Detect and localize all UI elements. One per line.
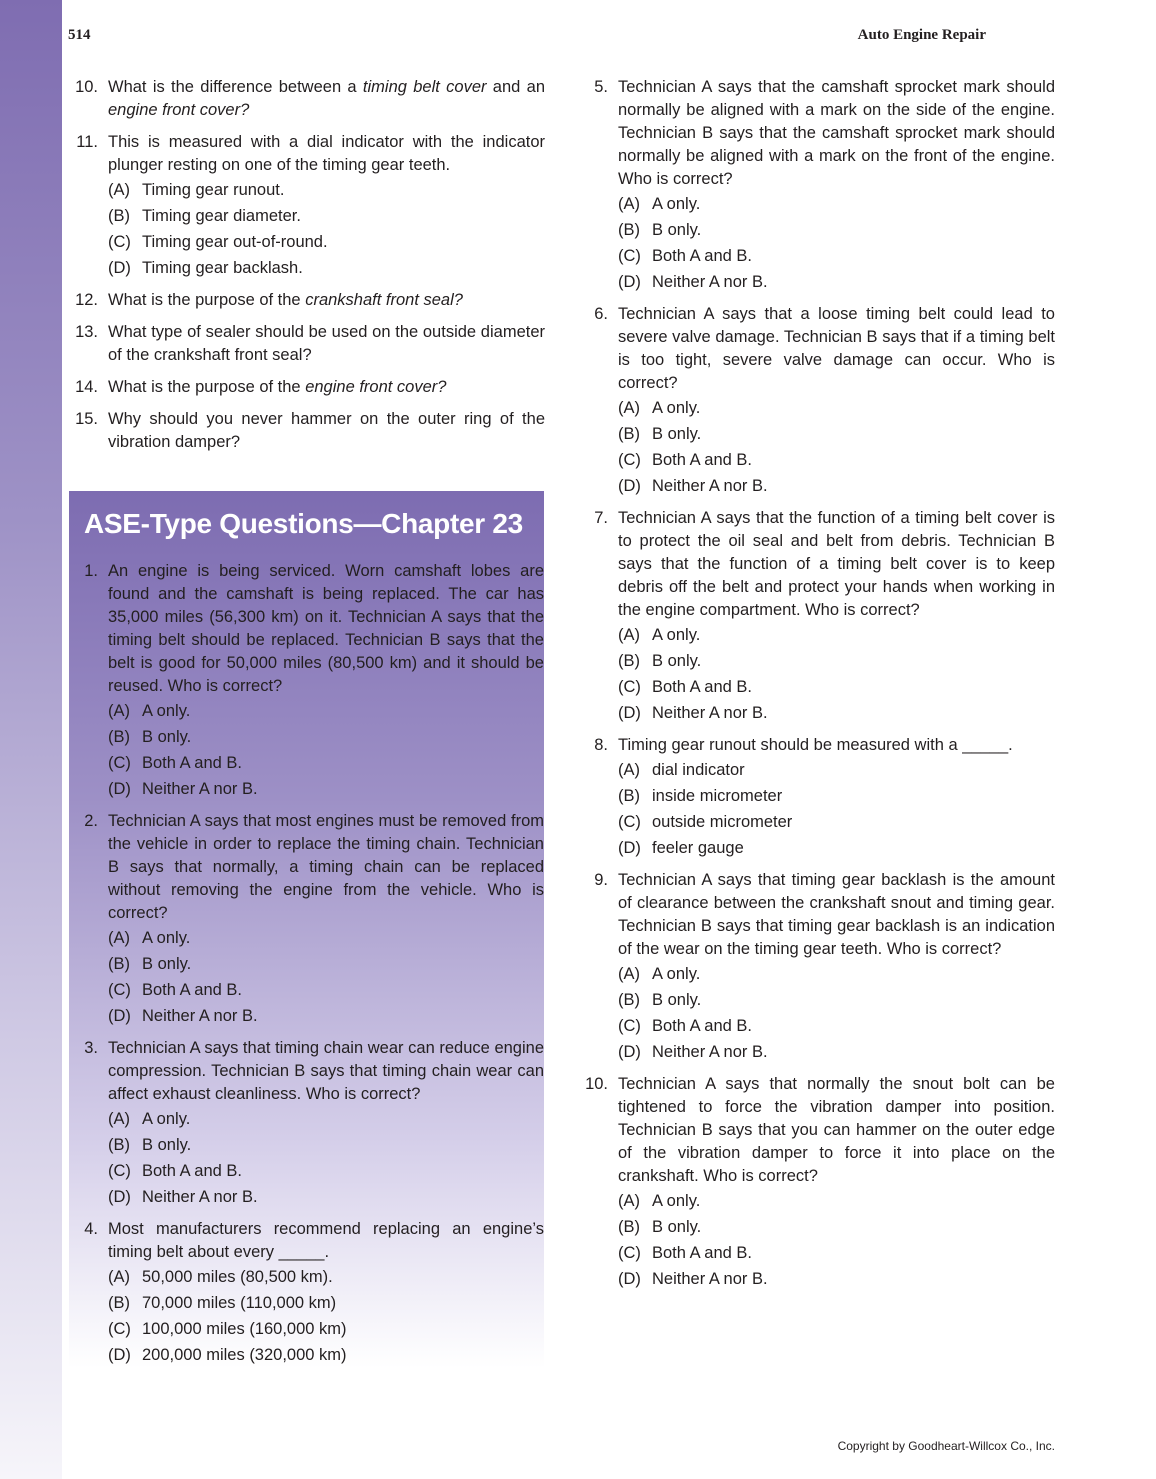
question-text [618, 303, 1055, 395]
answer-option [618, 674, 1055, 700]
question-number: 10. [585, 1075, 608, 1093]
question-body [618, 303, 1055, 499]
question-text [108, 131, 545, 177]
option-text: Both A and B. [142, 754, 242, 772]
question-text [618, 869, 1055, 961]
question-number: 1. [84, 562, 98, 580]
question-text-segment: This is measured with a dial indicator with the indicator plunger resting on one of the timing gear teeth. [108, 133, 545, 174]
running-header-title: Auto Engine Repair [857, 27, 986, 43]
option-letter: (B) [618, 991, 640, 1009]
question-item [570, 1073, 1055, 1292]
question-number: 9. [594, 871, 608, 889]
question-number: 3. [84, 1039, 98, 1057]
question-body [618, 734, 1055, 861]
answer-option [108, 1316, 544, 1342]
option-letter: (A) [618, 626, 640, 644]
answer-option [618, 1266, 1055, 1292]
question-text [618, 76, 1055, 191]
option-text: B only. [142, 955, 192, 973]
question-item [570, 76, 1055, 295]
ase-questions-right [570, 76, 1055, 1292]
option-text: 50,000 miles (80,500 km). [142, 1268, 333, 1286]
option-text: outside micrometer [652, 813, 793, 831]
answer-option [618, 395, 1055, 421]
option-text: B only. [652, 991, 702, 1009]
question-item [60, 289, 545, 312]
answer-option [618, 191, 1055, 217]
option-text: feeler gauge [652, 839, 744, 857]
answer-option [108, 1264, 544, 1290]
option-letter: (C) [108, 1162, 131, 1180]
option-text: 100,000 miles (160,000 km) [142, 1320, 347, 1338]
answer-option [108, 1184, 544, 1210]
option-text: Both A and B. [652, 451, 752, 469]
question-text-segment: What is the purpose of the [108, 378, 306, 396]
option-letter: (C) [618, 813, 641, 831]
answer-option [108, 925, 544, 951]
copyright-notice: Copyright by Goodheart-Willcox Co., Inc. [837, 1439, 1055, 1453]
question-text-segment: Technician A says that normally the snout bolt can be tightened to force the vibration damper into position. Technician B says that you can hammer on the outer edge of the vibration damper to force it into place on the crankshaft. Who is correct? [618, 1075, 1055, 1185]
answer-option [618, 1013, 1055, 1039]
answer-option [618, 217, 1055, 243]
answer-option [618, 269, 1055, 295]
question-text-segment: Technician A says that timing gear backlash is the amount of clearance between the crankshaft snout and timing gear. Technician B says that timing gear backlash is an indication of the wear on the timing gear teeth. Who is correct? [618, 871, 1055, 958]
option-letter: (C) [618, 1017, 641, 1035]
option-text: Both A and B. [142, 981, 242, 999]
answer-option [618, 1039, 1055, 1065]
option-letter: (A) [618, 195, 640, 213]
option-text: B only. [142, 728, 192, 746]
question-text [108, 810, 544, 925]
question-body [618, 1073, 1055, 1292]
option-letter: (B) [108, 955, 130, 973]
answer-option [108, 1132, 544, 1158]
question-number: 2. [84, 812, 98, 830]
option-text: A only. [652, 965, 701, 983]
question-text-segment: Most manufacturers recommend replacing an engine’s timing belt about every _____. [108, 1220, 544, 1261]
question-item [570, 869, 1055, 1065]
page-number: 514 [68, 27, 91, 43]
question-body [108, 408, 545, 454]
option-letter: (B) [618, 221, 640, 239]
question-body [108, 131, 545, 281]
question-text-segment: Technician A says that a loose timing belt could lead to severe valve damage. Technician B says that if a timing belt is too tight, severe valve damage can occur. Who is correct? [618, 305, 1055, 392]
option-text: B only. [652, 652, 702, 670]
option-text: A only. [142, 702, 191, 720]
answer-option [618, 987, 1055, 1013]
option-text: inside micrometer [652, 787, 783, 805]
question-body [618, 507, 1055, 726]
question-text [618, 507, 1055, 622]
question-text-segment: What is the difference between a [108, 78, 363, 96]
option-text: 200,000 miles (320,000 km) [142, 1346, 347, 1364]
answer-option [618, 622, 1055, 648]
answer-option [108, 776, 544, 802]
option-letter: (C) [618, 451, 641, 469]
option-letter: (D) [618, 477, 641, 495]
question-number: 6. [594, 305, 608, 323]
question-item [570, 507, 1055, 726]
question-body [108, 76, 545, 122]
option-text: B only. [652, 1218, 702, 1236]
answer-option [618, 243, 1055, 269]
question-item [60, 131, 545, 281]
question-item [570, 734, 1055, 861]
answer-option [618, 421, 1055, 447]
question-text-segment: Timing gear runout should be measured with a _____. [618, 736, 1013, 754]
right-column [570, 76, 1055, 1300]
option-letter: (A) [108, 702, 130, 720]
answer-option [618, 1188, 1055, 1214]
option-text: A only. [652, 1192, 701, 1210]
option-text: Timing gear backlash. [142, 259, 303, 277]
option-letter: (A) [108, 1268, 130, 1286]
option-text: Neither A nor B. [142, 780, 258, 798]
answer-option [618, 1240, 1055, 1266]
answer-option [618, 783, 1055, 809]
question-text-italic: crankshaft front seal? [305, 291, 463, 309]
question-number: 12. [75, 291, 98, 309]
option-letter: (A) [618, 761, 640, 779]
option-letter: (D) [108, 780, 131, 798]
question-number: 10. [75, 78, 98, 96]
option-letter: (D) [108, 1346, 131, 1364]
option-letter: (B) [618, 425, 640, 443]
ase-questions-section [69, 491, 544, 1368]
answer-option [618, 473, 1055, 499]
option-letter: (B) [108, 207, 130, 225]
option-letter: (C) [108, 981, 131, 999]
question-text-segment: Technician A says that timing chain wear can reduce engine compression. Technician B says that timing chain wear can affect exhaust cleanliness. Who is correct? [108, 1039, 544, 1103]
option-text: Neither A nor B. [652, 273, 768, 291]
answer-option [108, 750, 544, 776]
option-letter: (C) [618, 247, 641, 265]
option-letter: (A) [618, 1192, 640, 1210]
option-text: A only. [652, 399, 701, 417]
question-text [618, 734, 1055, 757]
question-text-segment: What type of sealer should be used on the outside diameter of the crankshaft front seal? [108, 323, 545, 364]
section-heading: ASE-Type Questions—Chapter 23 [84, 508, 523, 539]
option-text: Neither A nor B. [142, 1007, 258, 1025]
option-text: Both A and B. [142, 1162, 242, 1180]
page-edge-color-band [0, 0, 62, 1479]
question-item [570, 303, 1055, 499]
option-text: B only. [652, 221, 702, 239]
answer-option [618, 447, 1055, 473]
option-letter: (B) [108, 1136, 130, 1154]
review-questions [60, 76, 545, 454]
question-text-italic: engine front cover? [305, 378, 447, 396]
option-letter: (A) [108, 1110, 130, 1128]
answer-option [108, 724, 544, 750]
option-text: Neither A nor B. [142, 1188, 258, 1206]
question-item [60, 76, 545, 122]
answer-option [108, 977, 544, 1003]
question-item [60, 810, 544, 1029]
question-body [108, 321, 545, 367]
option-letter: (B) [108, 728, 130, 746]
answer-option [108, 203, 545, 229]
left-column [60, 76, 545, 1376]
option-letter: (C) [108, 233, 131, 251]
question-text-segment: Technician A says that most engines must be removed from the vehicle in order to replace the timing chain. Technician B says that normally, a timing chain can be replaced without removing the engine from the vehicle. Who is correct? [108, 812, 544, 922]
option-text: 70,000 miles (110,000 km) [142, 1294, 337, 1312]
option-letter: (B) [108, 1294, 130, 1312]
question-item [60, 376, 545, 399]
question-text-segment: and an [486, 78, 545, 96]
option-letter: (B) [618, 652, 640, 670]
option-text: Both A and B. [652, 247, 752, 265]
answer-option [618, 809, 1055, 835]
question-body [618, 869, 1055, 1065]
answer-option [618, 1214, 1055, 1240]
question-item [60, 408, 545, 454]
option-letter: (D) [618, 1270, 641, 1288]
question-number: 4. [84, 1220, 98, 1238]
option-text: Timing gear runout. [142, 181, 285, 199]
answer-option [108, 177, 545, 203]
question-text [108, 289, 545, 312]
answer-option [108, 1342, 544, 1368]
question-text-segment: An engine is being serviced. Worn camshaft lobes are found and the camshaft is being replaced. The car has 35,000 miles (56,300 km) on it. Technician A says that the timing belt should be replaced. Technician B says that the belt is good for 50,000 miles (80,500 km) and it should be reused. Who is correct? [108, 562, 544, 695]
option-letter: (C) [618, 1244, 641, 1262]
question-body [618, 76, 1055, 295]
question-body [108, 289, 545, 312]
option-letter: (A) [108, 929, 130, 947]
option-letter: (A) [618, 399, 640, 417]
question-text [108, 560, 544, 698]
question-text-segment: What is the purpose of the [108, 291, 306, 309]
option-text: B only. [652, 425, 702, 443]
option-text: A only. [652, 195, 701, 213]
answer-option [108, 1106, 544, 1132]
option-letter: (A) [618, 965, 640, 983]
option-text: Neither A nor B. [652, 1043, 768, 1061]
option-letter: (D) [108, 1007, 131, 1025]
question-number: 14. [75, 378, 98, 396]
question-text [108, 1037, 544, 1106]
option-letter: (D) [618, 273, 641, 291]
question-text-segment: Why should you never hammer on the outer ring of the vibration damper? [108, 410, 545, 451]
option-letter: (D) [618, 1043, 641, 1061]
answer-option [108, 698, 544, 724]
option-letter: (B) [618, 787, 640, 805]
question-text [108, 408, 545, 454]
question-body [108, 1218, 544, 1368]
question-body [108, 560, 544, 802]
option-letter: (D) [108, 259, 131, 277]
option-letter: (C) [108, 754, 131, 772]
question-number: 7. [594, 509, 608, 527]
answer-option [108, 255, 545, 281]
question-number: 15. [75, 410, 98, 428]
question-text-segment: Technician A says that the function of a timing belt cover is to protect the oil seal and belt from debris. Technician B says that the function of a timing belt cover is to keep debris off the belt and protect your hands when working in the engine compartment. Who is correct? [618, 509, 1055, 619]
question-number: 8. [594, 736, 608, 754]
answer-option [618, 961, 1055, 987]
option-text: Timing gear diameter. [142, 207, 301, 225]
option-text: Neither A nor B. [652, 704, 768, 722]
question-text [108, 76, 545, 122]
question-text [108, 321, 545, 367]
answer-option [618, 648, 1055, 674]
option-text: A only. [142, 1110, 191, 1128]
option-text: B only. [142, 1136, 192, 1154]
option-text: A only. [142, 929, 191, 947]
option-text: A only. [652, 626, 701, 644]
option-letter: (D) [618, 839, 641, 857]
question-number: 5. [594, 78, 608, 96]
question-item [60, 560, 544, 802]
question-number: 13. [75, 323, 98, 341]
answer-option [108, 951, 544, 977]
answer-option [108, 1003, 544, 1029]
option-letter: (B) [618, 1218, 640, 1236]
question-text [108, 376, 545, 399]
option-letter: (D) [618, 704, 641, 722]
question-item [60, 321, 545, 367]
question-text [618, 1073, 1055, 1188]
question-number: 11. [76, 133, 98, 151]
ase-questions-left [60, 560, 544, 1368]
question-item [60, 1218, 544, 1368]
question-body [108, 810, 544, 1029]
question-text [108, 1218, 544, 1264]
option-letter: (A) [108, 181, 130, 199]
option-text: Both A and B. [652, 1017, 752, 1035]
option-text: Both A and B. [652, 1244, 752, 1262]
option-text: dial indicator [652, 761, 745, 779]
question-body [108, 1037, 544, 1210]
option-text: Both A and B. [652, 678, 752, 696]
option-text: Neither A nor B. [652, 477, 768, 495]
answer-option [618, 700, 1055, 726]
option-letter: (C) [108, 1320, 131, 1338]
question-text-segment: Technician A says that the camshaft sprocket mark should normally be aligned with a mark on the side of the engine. Technician B says that the camshaft sprocket mark should normally be aligned with a mark on the front of the engine. Who is correct? [618, 78, 1055, 188]
answer-option [108, 1158, 544, 1184]
question-text-italic: timing belt cover [362, 78, 487, 96]
option-letter: (C) [618, 678, 641, 696]
answer-option [618, 835, 1055, 861]
option-text: Timing gear out-of-round. [142, 233, 328, 251]
answer-option [618, 757, 1055, 783]
option-text: Neither A nor B. [652, 1270, 768, 1288]
question-item [60, 1037, 544, 1210]
answer-option [108, 229, 545, 255]
answer-option [108, 1290, 544, 1316]
option-letter: (D) [108, 1188, 131, 1206]
question-text-italic: engine front cover? [108, 101, 250, 119]
question-body [108, 376, 545, 399]
